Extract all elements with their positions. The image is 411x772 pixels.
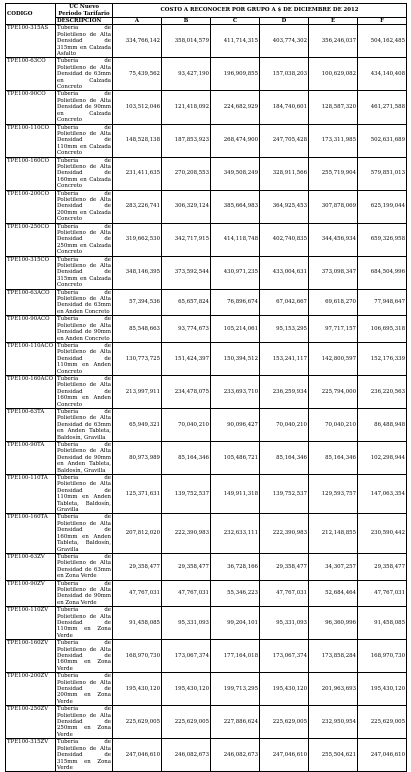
cost-cell-group-a: 80,973,989 <box>113 442 162 475</box>
cost-cell-group-d: 153,241,117 <box>260 342 309 375</box>
item-description-cell: Tubería de Polietileno de Alta Densidad de 90mm en Anden Concreto <box>57 316 111 342</box>
cost-cell-group-f: 659,326,958 <box>358 223 407 256</box>
cost-cell-group-c: 55,346,223 <box>211 580 260 607</box>
cost-cell-group-e: 96,360,996 <box>309 607 358 640</box>
item-description-cell: Tubería de Polietileno de Alta Densidad de 200mm en Calzada Concreto <box>57 190 111 223</box>
cost-cell-group-d: 195,430,120 <box>260 673 309 706</box>
cost-cell-group-e: 173,311,985 <box>309 124 358 157</box>
cost-cell-group-f: 684,504,996 <box>358 256 407 289</box>
cost-cell-group-a: 231,411,635 <box>113 157 162 190</box>
cost-cell-group-f: 47,767,031 <box>358 580 407 607</box>
cost-cell-group-f: 106,695,318 <box>358 316 407 343</box>
cost-cell-group-a: 91,458,085 <box>113 607 162 640</box>
cost-cell-group-a: 247,046,610 <box>113 739 162 772</box>
cost-cell-group-f: 461,271,588 <box>358 91 407 124</box>
cost-cell-group-c: 105,214,061 <box>211 316 260 343</box>
uc-title-header: UC Nuevo Periodo Tarifario <box>56 4 113 18</box>
cost-cell-group-f: 152,176,339 <box>358 342 407 375</box>
cost-cell-group-e: 225,794,000 <box>309 375 358 408</box>
cost-cell-group-e: 70,040,210 <box>309 408 358 441</box>
cost-cell-group-f: 434,140,408 <box>358 58 407 91</box>
cost-cell-group-f: 147,063,354 <box>358 475 407 514</box>
cost-cell-group-a: 57,394,536 <box>113 289 162 316</box>
item-description-cell: Tubería de Polietileno de Alta Densidad de 315mm en Calzada Asfalto <box>57 25 111 58</box>
cost-cell-group-a: 85,548,663 <box>113 316 162 343</box>
item-code-cell: TPE100-160CO <box>6 157 56 190</box>
item-code-cell: TPE100-90TA <box>6 442 56 475</box>
cost-cell-group-a: 103,512,046 <box>113 91 162 124</box>
cost-cell-group-e: 52,684,464 <box>309 580 358 607</box>
table-row <box>6 580 407 607</box>
cost-cell-group-b: 151,424,397 <box>162 342 211 375</box>
table-row <box>6 706 407 739</box>
tariff-table <box>5 3 407 772</box>
item-code-cell: TPE100-90ZV <box>6 580 56 607</box>
item-code-cell: TPE100-63CO <box>6 58 56 91</box>
item-description-cell: Tubería de Polietileno de Alta Densidad de 90mm en Calzada Concreto <box>57 91 111 124</box>
cost-cell-group-e: 142,800,597 <box>309 342 358 375</box>
table-row <box>6 475 407 514</box>
table-row <box>6 640 407 673</box>
cost-cell-group-f: 168,970,730 <box>358 640 407 673</box>
group-header-d: D <box>260 18 309 25</box>
cost-cell-group-d: 225,629,005 <box>260 706 309 739</box>
cost-cell-group-e: 100,629,082 <box>309 58 358 91</box>
cost-cell-group-b: 187,853,923 <box>162 124 211 157</box>
cost-cell-group-b: 225,629,005 <box>162 706 211 739</box>
cost-cell-group-a: 148,528,138 <box>113 124 162 157</box>
cost-cell-group-f: 91,458,085 <box>358 607 407 640</box>
cost-cell-group-b: 47,767,031 <box>162 580 211 607</box>
cost-cell-group-e: 128,587,320 <box>309 91 358 124</box>
cost-cell-group-a: 283,226,741 <box>113 190 162 223</box>
item-code-cell: TPE100-250CO <box>6 223 56 256</box>
group-header-b: B <box>162 18 211 25</box>
cost-cell-group-d: 29,358,477 <box>260 553 309 580</box>
item-code-cell: TPE100-110ACO <box>6 342 56 375</box>
table-row <box>6 408 407 441</box>
item-code-cell: TPE100-315ZV <box>6 739 56 772</box>
cost-cell-group-c: 150,394,512 <box>211 342 260 375</box>
cost-cell-group-d: 95,153,295 <box>260 316 309 343</box>
item-code-cell: TPE100-110TA <box>6 475 56 514</box>
item-description-cell: Tubería de Polietileno de Alta Densidad de 315mm en Zona Verde <box>57 739 111 771</box>
cost-cell-group-e: 129,593,757 <box>309 475 358 514</box>
table-row <box>6 514 407 553</box>
item-description-cell: Tubería de Polietileno de Alta Densidad de 63mm en Calzada Concreto <box>57 58 111 91</box>
cost-cell-group-d: 403,774,302 <box>260 25 309 58</box>
cost-cell-group-c: 177,164,018 <box>211 640 260 673</box>
cost-cell-group-b: 121,418,092 <box>162 91 211 124</box>
cost-cell-group-b: 246,082,673 <box>162 739 211 772</box>
cost-cell-group-c: 196,909,855 <box>211 58 260 91</box>
cost-cell-group-d: 85,164,346 <box>260 442 309 475</box>
cost-cell-group-f: 225,629,005 <box>358 706 407 739</box>
item-description-cell: Tubería de Polietileno de Alta Densidad de 63mm en Anden Concreto <box>57 289 111 315</box>
cost-cell-group-c: 149,911,318 <box>211 475 260 514</box>
item-code-cell: TPE100-90CO <box>6 91 56 124</box>
cost-cell-group-c: 349,508,249 <box>211 157 260 190</box>
cost-cell-group-f: 102,298,944 <box>358 442 407 475</box>
table-row <box>6 91 407 124</box>
cost-cell-group-a: 47,767,031 <box>113 580 162 607</box>
cost-cell-group-f: 29,358,477 <box>358 553 407 580</box>
table-header <box>6 4 407 25</box>
cost-cell-group-c: 385,664,983 <box>211 190 260 223</box>
cost-cell-group-e: 34,307,257 <box>309 553 358 580</box>
cost-cell-group-d: 247,705,428 <box>260 124 309 157</box>
cost-cell-group-b: 358,014,579 <box>162 25 211 58</box>
table-row <box>6 342 407 375</box>
cost-cell-group-f: 579,851,013 <box>358 157 407 190</box>
cost-cell-group-d: 67,042,667 <box>260 289 309 316</box>
item-code-cell: TPE100-160ACO <box>6 375 56 408</box>
cost-cell-group-b: 222,390,983 <box>162 514 211 553</box>
item-description-cell: Tubería de Polietileno de Alta Densidad de 200mm en Zona Verde <box>57 673 111 705</box>
item-description-cell: Tubería de Polietileno de Alta Densidad de 315mm en Calzada Concreto <box>57 256 111 289</box>
item-description-cell: Tubería de Polietileno de Alta Densidad de 63mm en Zona Verde <box>57 553 111 580</box>
item-description-cell: Tubería de Polietileno de Alta Densidad de 90mm en Zona Verde <box>57 580 111 606</box>
table-row <box>6 58 407 91</box>
cost-cell-group-b: 373,592,544 <box>162 256 211 289</box>
cost-cell-group-e: 201,963,693 <box>309 673 358 706</box>
cost-cell-group-d: 70,040,210 <box>260 408 309 441</box>
cost-cell-group-d: 328,911,566 <box>260 157 309 190</box>
cost-cell-group-a: 29,358,477 <box>113 553 162 580</box>
table-row <box>6 607 407 640</box>
item-description-cell: Tubería de Polietileno de Alta Densidad de 250mm en Zona Verde <box>57 706 111 738</box>
cost-cell-group-b: 139,752,537 <box>162 475 211 514</box>
cost-cell-group-c: 268,474,900 <box>211 124 260 157</box>
cost-cell-group-a: 319,662,530 <box>113 223 162 256</box>
cost-cell-group-e: 344,456,934 <box>309 223 358 256</box>
table-row <box>6 553 407 580</box>
item-description-cell: Tubería de Polietileno de Alta Densidad de 90mm en Anden Tableta, Baldosín, Gravilla <box>57 442 111 474</box>
cost-cell-group-e: 69,618,270 <box>309 289 358 316</box>
cost-cell-group-b: 95,331,093 <box>162 607 211 640</box>
table-row <box>6 25 407 58</box>
group-header-c: C <box>211 18 260 25</box>
table-row <box>6 190 407 223</box>
group-header-e: E <box>309 18 358 25</box>
table-body <box>6 25 407 772</box>
cost-cell-group-b: 65,657,824 <box>162 289 211 316</box>
item-description-cell: Tubería de Polietileno de Alta Densidad de 250mm en Calzada Concreto <box>57 223 111 256</box>
item-code-cell: TPE100-250ZV <box>6 706 56 739</box>
cost-cell-group-d: 173,067,374 <box>260 640 309 673</box>
item-description-cell: Tubería de Polietileno de Alta Densidad de 160mm en Anden Tableta, Baldosín, Gravilla <box>57 514 111 553</box>
cost-cell-group-e: 173,858,284 <box>309 640 358 673</box>
item-description-cell: Tubería de Polietileno de Alta Densidad de 110mm en Anden Concreto <box>57 342 111 375</box>
cost-cell-group-d: 247,046,610 <box>260 739 309 772</box>
cost-cell-group-b: 234,478,075 <box>162 375 211 408</box>
cost-cell-group-e: 255,719,904 <box>309 157 358 190</box>
cost-cell-group-b: 342,717,915 <box>162 223 211 256</box>
cost-cell-group-a: 65,949,321 <box>113 408 162 441</box>
table-row <box>6 223 407 256</box>
cost-cell-group-c: 414,118,748 <box>211 223 260 256</box>
cost-cell-group-c: 430,971,235 <box>211 256 260 289</box>
cost-cell-group-e: 255,504,621 <box>309 739 358 772</box>
cost-cell-group-e: 373,098,347 <box>309 256 358 289</box>
cost-cell-group-e: 97,717,157 <box>309 316 358 343</box>
table-row <box>6 316 407 343</box>
cost-cell-group-b: 195,430,120 <box>162 673 211 706</box>
cost-cell-group-d: 47,767,031 <box>260 580 309 607</box>
cost-cell-group-c: 36,728,166 <box>211 553 260 580</box>
cost-cell-group-c: 233,693,710 <box>211 375 260 408</box>
cost-cell-group-f: 625,199,044 <box>358 190 407 223</box>
item-code-cell: TPE100-110CO <box>6 124 56 157</box>
table-row <box>6 673 407 706</box>
item-description-cell: Tubería de Polietileno de Alta Densidad de 110mm en Zona Verde <box>57 607 111 639</box>
cost-cell-group-a: 207,812,020 <box>113 514 162 553</box>
code-column-header: CODIGO <box>6 4 56 25</box>
cost-cell-group-a: 334,766,142 <box>113 25 162 58</box>
cost-title-header: COSTO A RECONOCER POR GRUPO A $ DE DICIEMBRE DE 2012 <box>113 4 407 18</box>
cost-cell-group-d: 139,752,537 <box>260 475 309 514</box>
item-code-cell: TPE100-160ZV <box>6 640 56 673</box>
item-code-cell: TPE100-315CO <box>6 256 56 289</box>
item-code-cell: TPE100-63ZV <box>6 553 56 580</box>
item-description-cell: Tubería de Polietileno de Alta Densidad de 160mm en Calzada Concreto <box>57 157 111 190</box>
item-code-cell: TPE100-160TA <box>6 514 56 553</box>
item-description-cell: Tubería de Polietileno de Alta Densidad de 110mm en Calzada Concreto <box>57 124 111 157</box>
cost-cell-group-a: 225,629,005 <box>113 706 162 739</box>
cost-cell-group-d: 364,925,453 <box>260 190 309 223</box>
item-description-cell: Tubería de Polietileno de Alta Densidad de 160mm en Anden Concreto <box>57 375 111 408</box>
cost-cell-group-d: 402,740,835 <box>260 223 309 256</box>
item-description-cell: Tubería de Polietileno de Alta Densidad de 160mm en Zona Verde <box>57 640 111 672</box>
cost-cell-group-d: 157,038,203 <box>260 58 309 91</box>
cost-cell-group-b: 173,067,374 <box>162 640 211 673</box>
cost-cell-group-a: 130,773,725 <box>113 342 162 375</box>
table-row <box>6 442 407 475</box>
cost-cell-group-c: 224,682,929 <box>211 91 260 124</box>
item-description-cell: Tubería de Polietileno de Alta Densidad de 63mm en Anden Tableta, Baldosín, Gravilla <box>57 408 111 441</box>
cost-cell-group-b: 70,040,210 <box>162 408 211 441</box>
table-row <box>6 157 407 190</box>
cost-cell-group-c: 99,204,101 <box>211 607 260 640</box>
cost-cell-group-c: 199,713,295 <box>211 673 260 706</box>
item-code-cell: TPE100-63TA <box>6 408 56 441</box>
cost-cell-group-a: 195,430,120 <box>113 673 162 706</box>
cost-cell-group-c: 105,486,721 <box>211 442 260 475</box>
cost-cell-group-b: 93,427,190 <box>162 58 211 91</box>
cost-cell-group-d: 222,390,983 <box>260 514 309 553</box>
cost-cell-group-e: 212,148,855 <box>309 514 358 553</box>
cost-cell-group-a: 168,970,730 <box>113 640 162 673</box>
item-description-cell: Tubería de Polietileno de Alta Densidad de 110mm en Anden Tableta, Baldosín, Gravilla <box>57 475 111 514</box>
cost-cell-group-e: 232,950,954 <box>309 706 358 739</box>
cost-cell-group-a: 213,997,911 <box>113 375 162 408</box>
cost-cell-group-b: 93,774,673 <box>162 316 211 343</box>
table-row <box>6 289 407 316</box>
cost-cell-group-a: 125,371,631 <box>113 475 162 514</box>
item-code-cell: TPE100-90ACO <box>6 316 56 343</box>
table-row <box>6 256 407 289</box>
cost-cell-group-f: 502,631,689 <box>358 124 407 157</box>
group-header-f: F <box>358 18 407 25</box>
table-row <box>6 739 407 772</box>
item-code-cell: TPE100-63ACO <box>6 289 56 316</box>
item-code-cell: TPE100-315AS <box>6 25 56 58</box>
table-row <box>6 124 407 157</box>
cost-cell-group-c: 232,633,111 <box>211 514 260 553</box>
cost-cell-group-c: 411,714,315 <box>211 25 260 58</box>
cost-cell-group-e: 356,246,037 <box>309 25 358 58</box>
item-code-cell: TPE100-110ZV <box>6 607 56 640</box>
cost-cell-group-f: 77,948,647 <box>358 289 407 316</box>
cost-cell-group-b: 270,208,553 <box>162 157 211 190</box>
cost-cell-group-f: 504,162,485 <box>358 25 407 58</box>
cost-cell-group-f: 230,590,442 <box>358 514 407 553</box>
cost-cell-group-f: 236,220,563 <box>358 375 407 408</box>
cost-cell-group-a: 75,439,562 <box>113 58 162 91</box>
cost-cell-group-f: 195,430,120 <box>358 673 407 706</box>
cost-cell-group-e: 307,878,069 <box>309 190 358 223</box>
table-row <box>6 375 407 408</box>
cost-cell-group-f: 86,488,948 <box>358 408 407 441</box>
cost-cell-group-e: 85,164,346 <box>309 442 358 475</box>
item-code-cell: TPE100-200ZV <box>6 673 56 706</box>
cost-cell-group-c: 227,886,624 <box>211 706 260 739</box>
cost-cell-group-b: 306,329,124 <box>162 190 211 223</box>
cost-cell-group-c: 246,082,673 <box>211 739 260 772</box>
cost-cell-group-c: 76,896,674 <box>211 289 260 316</box>
cost-cell-group-d: 236,259,934 <box>260 375 309 408</box>
cost-cell-group-c: 90,096,427 <box>211 408 260 441</box>
cost-cell-group-d: 184,740,601 <box>260 91 309 124</box>
cost-cell-group-d: 95,331,093 <box>260 607 309 640</box>
cost-cell-group-b: 29,358,477 <box>162 553 211 580</box>
description-column-header: DESCRIPCIÓN <box>56 18 113 25</box>
cost-cell-group-d: 433,004,631 <box>260 256 309 289</box>
cost-cell-group-f: 247,046,610 <box>358 739 407 772</box>
group-header-a: A <box>113 18 162 25</box>
item-code-cell: TPE100-200CO <box>6 190 56 223</box>
cost-cell-group-a: 348,146,395 <box>113 256 162 289</box>
cost-cell-group-b: 85,164,346 <box>162 442 211 475</box>
